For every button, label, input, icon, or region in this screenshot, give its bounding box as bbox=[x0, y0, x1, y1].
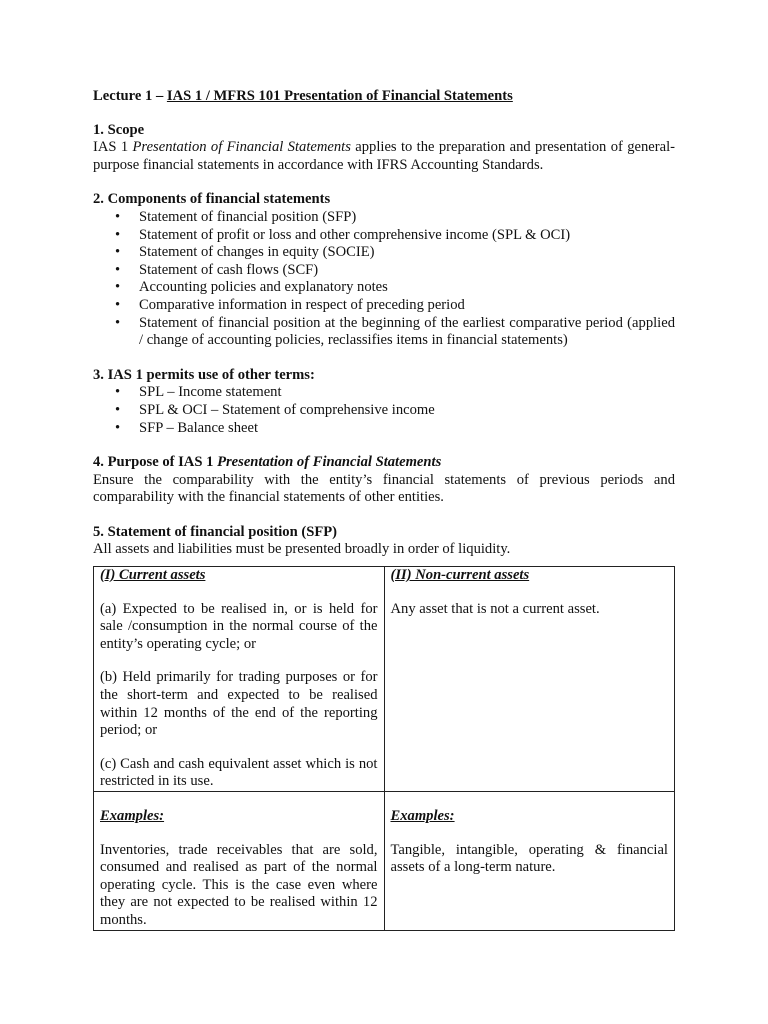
current-assets-heading: (I) Current assets bbox=[100, 567, 206, 584]
components-list bbox=[93, 209, 675, 350]
list-item: • Accounting policies and explanatory notes bbox=[93, 279, 675, 297]
noncurrent-assets-cell bbox=[384, 567, 675, 792]
list-item: • SFP – Balance sheet bbox=[93, 420, 675, 438]
document-page bbox=[93, 88, 675, 931]
scope-section bbox=[93, 122, 675, 175]
sfp-text: All assets and liabilities must be presented broadly in order of liquidity. bbox=[93, 541, 511, 558]
list-item: • SPL & OCI – Statement of comprehensive income bbox=[93, 402, 675, 420]
scope-text bbox=[93, 139, 675, 174]
list-item: • Statement of financial position at the beginning of the earliest comparative period (applied / change of accounting policies, reclassifies items in financial statements) bbox=[93, 315, 675, 350]
terms-list bbox=[93, 384, 675, 437]
current-assets-criterion-c: (c) Cash and cash equivalent asset which is not restricted in its use. bbox=[100, 755, 378, 790]
table-row bbox=[94, 567, 675, 792]
sfp-heading: 5. Statement of financial position (SFP) bbox=[93, 523, 338, 540]
table-row bbox=[94, 792, 675, 931]
terms-section bbox=[93, 367, 675, 437]
purpose-heading-start: 4. Purpose of IAS 1 bbox=[93, 454, 218, 471]
current-examples-heading: Examples: bbox=[100, 808, 165, 824]
current-examples-text: Inventories, trade receivables that are sold, consumed and realised as part of the normal operating cycle. This is the case even where they are not expected to be realised within 12 months. bbox=[100, 841, 378, 928]
noncurrent-assets-heading: (II) Non-current assets bbox=[390, 567, 530, 584]
noncurrent-assets-definition: Any asset that is not a current asset. bbox=[390, 600, 600, 617]
list-item: • SPL – Income statement bbox=[93, 384, 675, 402]
current-examples-cell bbox=[94, 792, 385, 931]
list-item: • Comparative information in respect of preceding period bbox=[93, 297, 675, 315]
scope-text-end: applies to the preparation and presentation of general-purpose financial statements in accordance with IFRS Accounting Standards. bbox=[93, 139, 676, 173]
terms-heading: 3. IAS 1 permits use of other terms: bbox=[93, 366, 315, 383]
title-prefix: Lecture 1 – bbox=[93, 88, 167, 104]
purpose-section bbox=[93, 454, 675, 507]
list-item: • Statement of financial position (SFP) bbox=[93, 209, 675, 227]
current-assets-cell bbox=[94, 567, 385, 792]
components-heading: 2. Components of financial statements bbox=[93, 191, 331, 208]
noncurrent-examples-cell bbox=[384, 792, 675, 931]
noncurrent-examples-heading: Examples: bbox=[390, 808, 455, 824]
assets-table bbox=[93, 566, 675, 931]
noncurrent-examples-text: Tangible, intangible, operating & financial assets of a long-term nature. bbox=[390, 841, 668, 876]
scope-heading: 1. Scope bbox=[93, 121, 145, 138]
sfp-section bbox=[93, 524, 675, 931]
purpose-heading bbox=[93, 454, 675, 472]
list-item: • Statement of changes in equity (SOCIE) bbox=[93, 244, 675, 262]
scope-text-italic: Presentation of Financial Statements bbox=[132, 139, 351, 156]
purpose-text: Ensure the comparability with the entity’s financial statements of previous periods and comparability with the financial statements of other entities. bbox=[93, 471, 675, 506]
list-item: • Statement of cash flows (SCF) bbox=[93, 262, 675, 280]
components-section bbox=[93, 191, 675, 349]
list-item: • Statement of profit or loss and other comprehensive income (SPL & OCI) bbox=[93, 227, 675, 245]
lecture-title bbox=[93, 88, 675, 106]
scope-text-start: IAS 1 bbox=[93, 139, 133, 156]
purpose-heading-italic: Presentation of Financial Statements bbox=[217, 454, 442, 471]
title-underlined: IAS 1 / MFRS 101 Presentation of Financial Statements bbox=[166, 88, 513, 104]
current-assets-criterion-b: (b) Held primarily for trading purposes or for the short-term and expected to be realised within 12 months of the end of the reporting period; or bbox=[100, 669, 378, 739]
current-assets-criterion-a: (a) Expected to be realised in, or is held for sale /consumption in the normal course of the entity’s operating cycle; or bbox=[100, 600, 378, 652]
